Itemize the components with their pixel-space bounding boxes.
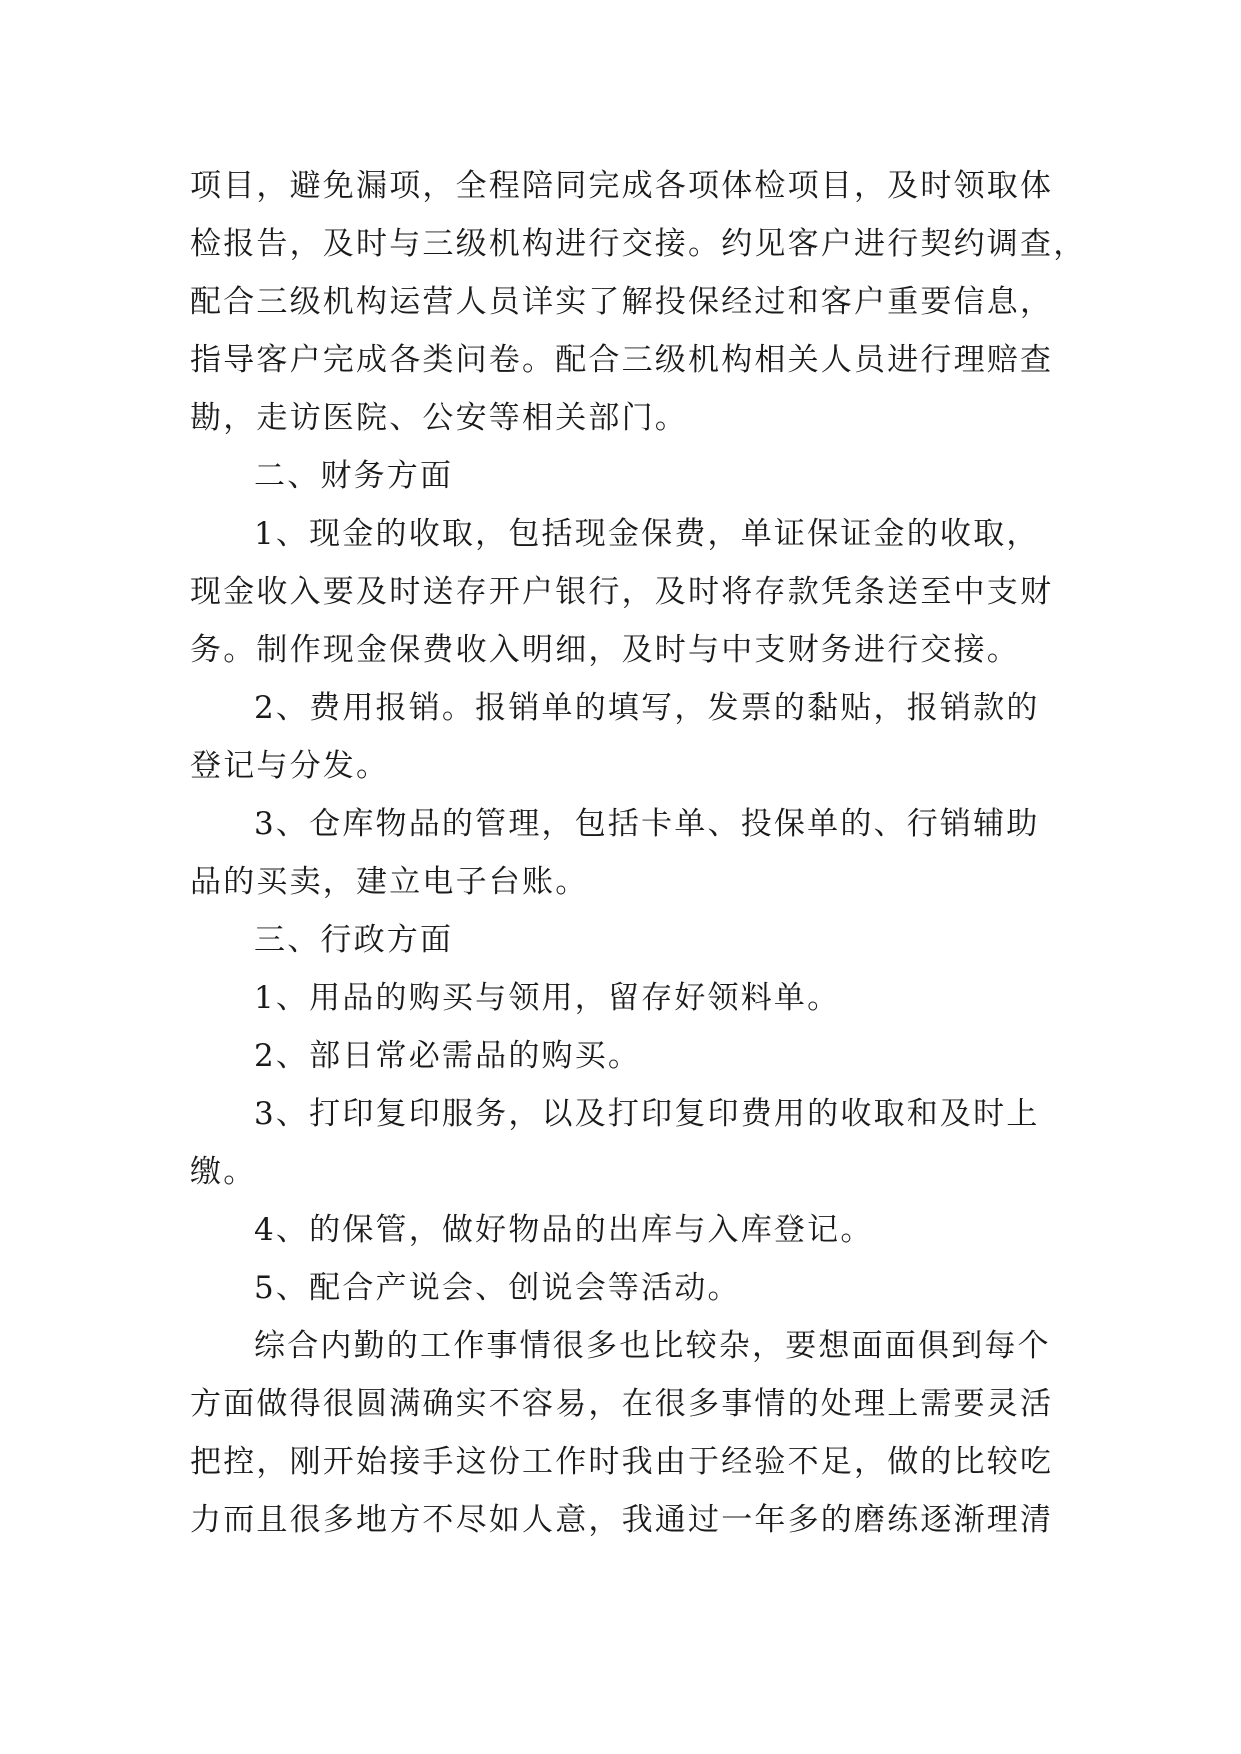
section-heading: 二、财务方面 [254, 458, 454, 494]
list-item-finance-2 [190, 679, 1060, 795]
text-line: 综合内勤的工作事情很多也比较杂，要想面面俱到每个 [254, 1328, 1051, 1364]
text-line: 缴。 [190, 1154, 257, 1190]
text-line: 3、仓库物品的管理，包括卡单、投保单的、行销辅助 [254, 806, 1040, 842]
text-line: 力而且很多地方不尽如人意，我通过一年多的磨练逐渐理清 [190, 1502, 1054, 1538]
list-item-admin-2 [190, 1027, 1060, 1085]
text-line: 配合三级机构运营人员详实了解投保经过和客户重要信息， [190, 284, 1054, 320]
text-line: 把控，刚开始接手这份工作时我由于经验不足，做的比较吃 [190, 1444, 1054, 1480]
list-item-admin-5 [190, 1259, 1060, 1317]
text-line: 品的买卖，建立电子台账。 [190, 864, 589, 900]
text-line: 务。制作现金保费收入明细，及时与中支财务进行交接。 [190, 632, 1020, 668]
text-line: 现金收入要及时送存开户银行，及时将存款凭条送至中支财 [190, 574, 1054, 610]
text-line: 1、用品的购买与领用，留存好领料单。 [254, 980, 841, 1016]
list-item-finance-1 [190, 505, 1060, 679]
body-text [190, 157, 1087, 1549]
list-item-admin-3 [190, 1085, 1060, 1201]
text-line: 登记与分发。 [190, 748, 390, 784]
section-heading-admin [190, 911, 1060, 969]
text-line: 2、部日常必需品的购买。 [254, 1038, 642, 1074]
section-heading: 三、行政方面 [254, 922, 454, 958]
text-line: 检报告，及时与三级机构进行交接。约见客户进行契约调查， [190, 226, 1087, 262]
text-line: 2、费用报销。报销单的填写，发票的黏贴，报销款的 [254, 690, 1040, 726]
paragraph-summary [190, 1317, 1060, 1549]
text-line: 方面做得很圆满确实不容易，在很多事情的处理上需要灵活 [190, 1386, 1054, 1422]
text-line: 4、的保管，做好物品的出库与入库登记。 [254, 1212, 874, 1248]
text-line: 项目，避免漏项，全程陪同完成各项体检项目，及时领取体 [190, 168, 1054, 204]
list-item-admin-4 [190, 1201, 1060, 1259]
paragraph-continuation [190, 157, 1087, 447]
list-item-finance-3 [190, 795, 1060, 911]
section-heading-finance [190, 447, 1060, 505]
text-line: 3、打印复印服务，以及打印复印费用的收取和及时上 [254, 1096, 1040, 1132]
text-line: 指导客户完成各类问卷。配合三级机构相关人员进行理赔查 [190, 342, 1054, 378]
text-line: 5、配合产说会、创说会等活动。 [254, 1270, 741, 1306]
list-item-admin-1 [190, 969, 1060, 1027]
text-line: 勘，走访医院、公安等相关部门。 [190, 400, 688, 436]
text-line: 1、现金的收取，包括现金保费，单证保证金的收取， [254, 516, 1040, 552]
